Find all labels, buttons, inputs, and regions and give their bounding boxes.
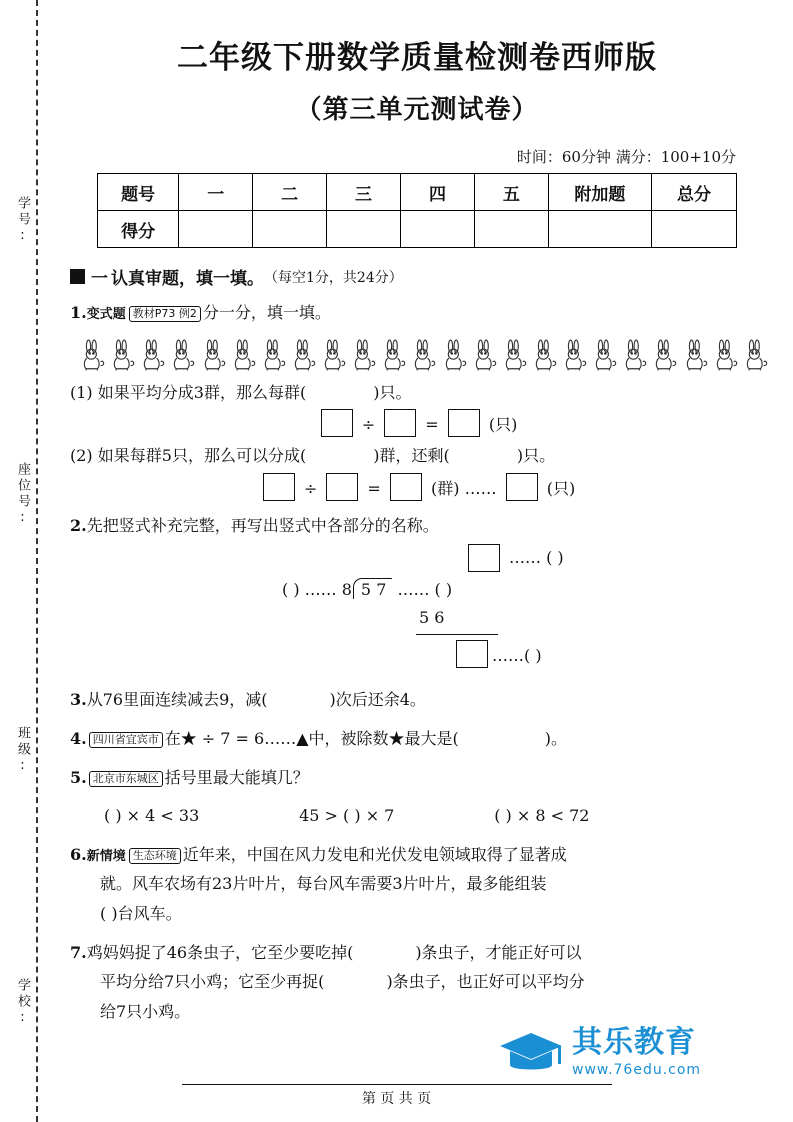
score-table-header-cell: 四 bbox=[401, 174, 475, 211]
rabbit-icon bbox=[168, 336, 197, 374]
question-2-vertical-division bbox=[64, 544, 770, 676]
rabbit-icon bbox=[108, 336, 137, 374]
score-table-header-cell: 题号 bbox=[98, 174, 179, 211]
question-5-item[interactable]: ( ) × 4 < 33 bbox=[104, 806, 200, 826]
sidebar-label-class: 班级: bbox=[15, 726, 30, 776]
answer-blank[interactable]: ( ) bbox=[100, 903, 118, 923]
unit-label: (群) bbox=[431, 478, 460, 498]
rabbit-icon bbox=[620, 336, 649, 374]
question-5 bbox=[70, 763, 770, 793]
rabbit-icon bbox=[590, 336, 619, 374]
question-1-part2-text-b: )群，还剩( bbox=[373, 446, 450, 466]
rabbit-icon bbox=[440, 336, 469, 374]
answer-box[interactable] bbox=[326, 473, 358, 501]
rabbit-illustration-row bbox=[78, 336, 770, 374]
rabbit-icon bbox=[199, 336, 228, 374]
unit-label: (只) bbox=[488, 415, 518, 435]
division-row bbox=[282, 578, 452, 599]
rabbit-icon bbox=[349, 336, 378, 374]
score-cell[interactable] bbox=[474, 211, 548, 248]
question-4-text-b: )。 bbox=[544, 728, 568, 748]
rabbit-icon bbox=[319, 336, 348, 374]
question-5-tag-box: 北京市东城区 bbox=[89, 771, 163, 787]
score-table-header-cell: 一 bbox=[179, 174, 253, 211]
score-cell[interactable] bbox=[253, 211, 327, 248]
rabbit-icon bbox=[500, 336, 529, 374]
score-table-header-row bbox=[98, 174, 737, 211]
quotient-label-blank: …… ( ) bbox=[509, 548, 564, 568]
product-value: 5 6 bbox=[419, 608, 445, 628]
question-1-number: 1. bbox=[70, 303, 87, 322]
rabbit-icon bbox=[530, 336, 559, 374]
section-heading bbox=[70, 264, 770, 289]
question-1-part1 bbox=[70, 378, 770, 408]
op-divide: ÷ bbox=[303, 478, 318, 498]
dividend-value: 5 7 bbox=[360, 580, 387, 600]
rabbit-icon bbox=[259, 336, 288, 374]
question-4-tag-box: 四川省宜宾市 bbox=[89, 732, 163, 748]
question-6-line3-text: 台风车。 bbox=[117, 903, 182, 923]
question-1-part2-label: (2) bbox=[70, 446, 93, 466]
question-7-line2-a: 平均分给7只小鸡；它至少再捉( bbox=[100, 972, 325, 992]
score-table-header-cell: 五 bbox=[474, 174, 548, 211]
division-underline bbox=[416, 634, 498, 635]
question-3 bbox=[70, 685, 770, 715]
exam-info: 时间：60分钟 满分：100+10分 bbox=[516, 148, 736, 166]
rabbit-icon bbox=[711, 336, 740, 374]
question-1-part2-text-c: )只。 bbox=[516, 446, 556, 466]
question-4 bbox=[70, 724, 770, 754]
question-3-number: 3. bbox=[70, 690, 87, 710]
question-4-number: 4. bbox=[70, 728, 87, 748]
dashed-cut-line bbox=[36, 0, 38, 1122]
question-6-line3 bbox=[100, 899, 770, 929]
question-1-part2-equation bbox=[64, 473, 770, 501]
question-7-line1-a: 鸡妈妈捉了46条虫子，它至少要吃掉( bbox=[86, 942, 354, 962]
worksheet-content bbox=[64, 0, 770, 1026]
question-1-tag-bold: 变式题 bbox=[86, 307, 126, 322]
score-cell[interactable] bbox=[327, 211, 401, 248]
answer-box[interactable] bbox=[390, 473, 422, 501]
question-4-text-a: 在★ ÷ 7 = 6……▲中，被除数★最大是( bbox=[164, 728, 459, 748]
rabbit-icon bbox=[560, 336, 589, 374]
question-1 bbox=[70, 298, 770, 328]
rabbit-icon bbox=[470, 336, 499, 374]
answer-box[interactable] bbox=[506, 473, 538, 501]
answer-box-remainder[interactable] bbox=[456, 640, 488, 668]
answer-box[interactable] bbox=[448, 409, 480, 437]
rabbit-icon bbox=[78, 336, 107, 374]
score-cell[interactable] bbox=[652, 211, 737, 248]
question-7-line2 bbox=[100, 967, 770, 997]
question-5-number: 5. bbox=[70, 767, 87, 787]
question-2 bbox=[70, 511, 770, 541]
score-table-value-row bbox=[98, 211, 737, 248]
rabbit-icon bbox=[229, 336, 258, 374]
page-title: 二年级下册数学质量检测卷西师版 bbox=[177, 40, 657, 76]
question-1-tag-box: 教材P73 例2 bbox=[129, 306, 201, 322]
answer-box[interactable] bbox=[263, 473, 295, 501]
rabbit-icon bbox=[650, 336, 679, 374]
remainder-row bbox=[452, 640, 542, 668]
rabbit-icon bbox=[409, 336, 438, 374]
question-5-item[interactable]: ( ) × 8 < 72 bbox=[494, 806, 590, 826]
division-bracket-icon bbox=[353, 578, 392, 599]
question-5-item[interactable]: 45 > ( ) × 7 bbox=[299, 806, 395, 826]
question-3-text-a: 从76里面连续减去9，减( bbox=[86, 690, 268, 710]
page-footer: 第 页 共 页 bbox=[182, 1084, 612, 1108]
section-points: （每空1分，共24分） bbox=[264, 269, 403, 286]
score-table bbox=[97, 173, 737, 248]
sidebar-label-school: 学校: bbox=[15, 978, 30, 1028]
question-1-text: 分一分，填一填。 bbox=[202, 303, 331, 322]
score-cell[interactable] bbox=[401, 211, 475, 248]
rabbit-icon bbox=[138, 336, 167, 374]
question-2-text: 先把竖式补充完整，再写出竖式中各部分的名称。 bbox=[86, 515, 439, 535]
score-cell[interactable] bbox=[548, 211, 651, 248]
score-cell[interactable] bbox=[179, 211, 253, 248]
dividend-label-blank: …… ( ) bbox=[397, 580, 453, 600]
op-divide: ÷ bbox=[361, 415, 376, 435]
score-table-header-cell: 二 bbox=[253, 174, 327, 211]
question-6-line2: 就。风车农场有23片叶片，每台风车需要3片叶片，最多能组装 bbox=[100, 874, 547, 894]
op-equals: = bbox=[367, 478, 381, 498]
answer-box[interactable] bbox=[384, 409, 416, 437]
question-1-part2-text-a: 如果每群5只，那么可以分成( bbox=[97, 446, 307, 466]
score-table-header-cell: 附加题 bbox=[548, 174, 651, 211]
graduation-cap-icon bbox=[498, 1029, 564, 1077]
question-3-text-b: )次后还余4。 bbox=[329, 690, 426, 710]
question-6-line1: 近年来，中国在风力发电和光伏发电领域取得了显著成 bbox=[182, 844, 567, 864]
question-6 bbox=[70, 840, 770, 870]
question-7-line3: 给7只小鸡。 bbox=[100, 1001, 191, 1021]
question-1-part1-label: (1) bbox=[70, 382, 93, 402]
rabbit-icon bbox=[681, 336, 710, 374]
question-7-line2-b: )条虫子，也正好可以平均分 bbox=[386, 972, 585, 992]
rabbit-icon bbox=[379, 336, 408, 374]
question-7-line1-b: )条虫子，才能正好可以 bbox=[415, 942, 582, 962]
question-1-part1-equation bbox=[64, 409, 770, 437]
rabbit-icon bbox=[741, 336, 770, 374]
question-1-part1-text-b: )只。 bbox=[373, 382, 412, 402]
site-logo bbox=[498, 1025, 702, 1078]
question-6-tag-box: 生态环境 bbox=[129, 848, 181, 864]
sidebar-label-student-id: 学号: bbox=[15, 196, 30, 246]
question-5-items bbox=[104, 801, 770, 831]
sidebar-label-seat-number: 座位号: bbox=[15, 462, 30, 528]
divisor-label-blank: ( ) …… 8 bbox=[282, 580, 352, 600]
unit-label: (只) bbox=[546, 478, 576, 498]
remainder-label-blank: ……( ) bbox=[492, 646, 542, 666]
page-subtitle: （第三单元测试卷） bbox=[295, 95, 539, 125]
answer-box-quotient[interactable] bbox=[468, 544, 500, 572]
score-table-header-cell: 三 bbox=[327, 174, 401, 211]
question-6-number: 6. bbox=[70, 844, 87, 864]
logo-url: www.76edu.com bbox=[572, 1062, 702, 1078]
logo-name: 其乐教育 bbox=[572, 1025, 696, 1060]
question-1-part2 bbox=[70, 441, 770, 471]
question-5-text: 括号里最大能填几？ bbox=[164, 767, 309, 787]
score-table-row-label: 得分 bbox=[98, 211, 179, 248]
answer-box[interactable] bbox=[321, 409, 353, 437]
question-6-tag-bold: 新情境 bbox=[86, 848, 126, 864]
question-7-number: 7. bbox=[70, 942, 87, 962]
section-marker-icon bbox=[70, 269, 85, 284]
dots: …… bbox=[464, 478, 497, 498]
op-equals: = bbox=[425, 415, 439, 435]
section-marker-label: 一 bbox=[91, 269, 108, 289]
question-7 bbox=[70, 938, 770, 968]
question-2-number: 2. bbox=[70, 515, 87, 535]
section-title: 认真审题，填一填。 bbox=[111, 269, 264, 289]
score-table-header-cell: 总分 bbox=[652, 174, 737, 211]
rabbit-icon bbox=[289, 336, 318, 374]
question-1-part1-text-a: 如果平均分成3群，那么每群( bbox=[97, 382, 307, 402]
